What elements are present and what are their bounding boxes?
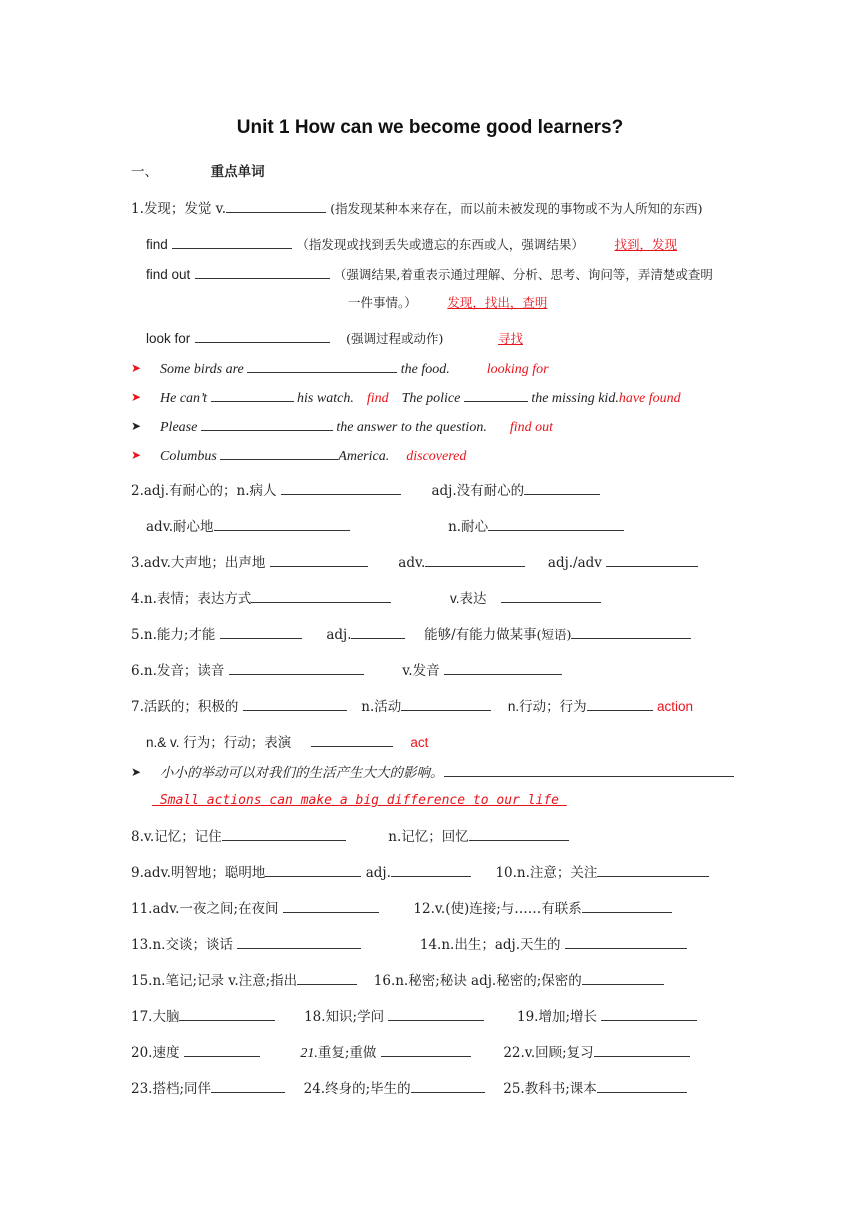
vocab-item-6 [131, 661, 562, 680]
answer-blank[interactable] [425, 553, 525, 567]
vocab-item-7 [131, 697, 693, 716]
sentence-text: Please [160, 420, 198, 435]
item-prompt: 能够/有能力做某事 [424, 627, 537, 643]
vocab-item-3 [131, 553, 698, 572]
answer-blank[interactable] [297, 971, 357, 985]
vocab-find [146, 235, 677, 254]
item-prompt: n.记忆；回忆 [388, 829, 469, 845]
answer-text: find [366, 391, 389, 406]
answer-blank[interactable] [201, 417, 333, 431]
answer-blank[interactable] [247, 359, 397, 373]
answer-blank[interactable] [381, 1043, 471, 1057]
item-note: （指发现或找到丢失或遗忘的东西或人，强调结果） [296, 237, 584, 252]
item-prompt: n.耐心 [448, 519, 489, 535]
answer-blank[interactable] [351, 625, 405, 639]
item-prompt: n.行动；行为 [507, 699, 587, 714]
answer-text: discovered [406, 449, 467, 464]
item-prompt: 23.搭档;同伴 [131, 1081, 212, 1097]
sentence-text: the food. [400, 362, 450, 377]
answer-blank[interactable] [281, 481, 401, 495]
example-sentence-3 [160, 417, 553, 437]
example-sentence-4 [160, 446, 466, 466]
vocab-item-15-16 [131, 971, 664, 990]
sentence-text: the answer to the question. [336, 420, 487, 435]
answer-blank[interactable] [444, 661, 562, 675]
vocab-item-20-22 [131, 1043, 690, 1063]
section-number: 一、 [131, 164, 158, 180]
answer-blank[interactable] [411, 1079, 485, 1093]
item-prompt: 25.教科书;课本 [503, 1081, 597, 1097]
item-prompt: 10.n.注意；关注 [495, 865, 598, 881]
example-sentence-1 [160, 359, 549, 379]
answer-blank[interactable] [469, 827, 569, 841]
answer-blank[interactable] [311, 733, 393, 747]
item-prompt: 8.v.记忆；记住 [131, 829, 222, 845]
sentence-text: Some birds are [160, 362, 244, 377]
answer-blank[interactable] [601, 1007, 697, 1021]
answer-blank[interactable] [587, 697, 653, 711]
answer-blank[interactable] [606, 553, 698, 567]
item-prompt: 24.终身的;毕生的 [303, 1081, 411, 1097]
item-prompt: 重复;重做 [317, 1045, 377, 1061]
answer-blank[interactable] [582, 899, 672, 913]
item-prompt: adv. [398, 555, 426, 571]
answer-text: 找到，发现 [614, 237, 677, 252]
arrow-bullet-icon: ➤ [131, 448, 142, 462]
item-prompt: 9.adv.明智地；聪明地 [131, 865, 266, 881]
answer-blank[interactable] [501, 589, 601, 603]
vocab-item-23-25 [131, 1079, 687, 1098]
item-prompt: 19.增加;增长 [517, 1009, 598, 1025]
item-prompt: adj. [365, 865, 391, 881]
translation-answer: Small actions can make a big difference to our life [152, 793, 567, 808]
answer-blank[interactable] [597, 863, 709, 877]
page-title: Unit 1 How can we become good learners? [236, 117, 624, 138]
answer-blank[interactable] [464, 388, 528, 402]
section-heading [131, 163, 265, 181]
item-prompt: adj./adv [547, 555, 602, 571]
answer-blank[interactable] [388, 1007, 484, 1021]
answer-blank[interactable] [488, 517, 624, 531]
vocab-item-2b [146, 517, 624, 536]
item-prompt: 16.n.秘密;秘诀 adj.秘密的;保密的 [373, 973, 582, 989]
item-prompt: 2.adj.有耐心的；n.病人 [131, 483, 277, 499]
item-prompt: 6.n.发音；读音 [131, 663, 225, 679]
answer-blank[interactable] [179, 1007, 275, 1021]
vocab-find-out [146, 265, 713, 284]
sentence-text: the missing kid. [531, 391, 619, 406]
answer-blank[interactable] [220, 446, 338, 460]
item-prompt: 20.速度 [131, 1045, 180, 1061]
answer-text: 发现，找出，查明 [447, 295, 548, 310]
answer-text: find out [509, 420, 553, 435]
answer-blank[interactable] [243, 697, 347, 711]
item-prompt: 15.n.笔记;记录 v.注意;指出 [131, 973, 298, 989]
item-prompt: adj.没有耐心的 [431, 483, 525, 499]
item-prompt: 11.adv.一夜之间;在夜间 [131, 901, 279, 917]
vocab-item-7b [146, 733, 428, 752]
item-note: (指发现某种本来存在，而以前未被发现的事物或不为人所知的东西) [330, 201, 703, 216]
item-prompt: find [146, 237, 168, 252]
answer-blank[interactable] [524, 481, 600, 495]
arrow-bullet-icon: ➤ [131, 390, 142, 404]
sentence-text: He can’t [160, 391, 208, 406]
answer-blank[interactable] [211, 1079, 285, 1093]
answer-blank[interactable] [195, 329, 330, 343]
answer-blank[interactable] [220, 625, 302, 639]
answer-text: have found [618, 391, 681, 406]
item-prompt: n.& v. 行为；行动；表演 [146, 735, 292, 750]
answer-blank[interactable] [265, 863, 361, 877]
item-note: 一件事情。） [348, 295, 417, 310]
item-prompt: adj. [326, 627, 352, 643]
item-prompt: 14.n.出生；adj.天生的 [419, 937, 561, 953]
vocab-item-9-10 [131, 863, 709, 882]
answer-blank[interactable] [594, 1043, 690, 1057]
answer-blank[interactable] [444, 763, 734, 777]
answer-text: act [410, 735, 429, 750]
item-prompt: 17.大脑 [131, 1009, 180, 1025]
item-prompt: 7.活跃的；积极的 [131, 699, 239, 715]
answer-blank[interactable] [565, 935, 687, 949]
item-prompt: 18.知识;学问 [304, 1009, 385, 1025]
item-note: (强调过程或动作) [346, 331, 444, 346]
answer-text: looking for [486, 362, 549, 377]
sentence-text: Columbus [160, 449, 217, 464]
vocab-item-17-19 [131, 1007, 697, 1026]
item-prompt: 1.发现；发觉 v. [131, 201, 226, 217]
arrow-bullet-icon: ➤ [131, 765, 142, 779]
vocab-item-13-14 [131, 935, 687, 954]
item-prompt: 22.v.回顾;复习 [503, 1045, 594, 1061]
answer-blank[interactable] [582, 971, 664, 985]
vocab-look-for [146, 329, 533, 348]
item-prompt: v.表达 [449, 591, 487, 606]
answer-blank[interactable] [270, 553, 368, 567]
example-sentence-2 [160, 388, 681, 408]
vocab-item-8 [131, 827, 569, 846]
item-note: (短语) [536, 627, 572, 642]
answer-blank[interactable] [571, 625, 691, 639]
sentence-text: The police [401, 391, 461, 406]
answer-blank[interactable] [401, 697, 491, 711]
vocab-item-2 [131, 481, 600, 500]
vocab-item-4 [131, 589, 601, 608]
answer-blank[interactable] [184, 1043, 260, 1057]
item-prompt: n.活动 [361, 699, 402, 715]
item-prompt: v.发音 [402, 663, 440, 679]
answer-blank[interactable] [391, 863, 471, 877]
answer-blank[interactable] [251, 589, 391, 603]
item-prompt: 12.v.(使)连接;与……有联系 [413, 901, 582, 917]
vocab-item-1 [131, 199, 703, 218]
item-prompt: 21. [300, 1046, 318, 1061]
item-prompt: adv.耐心地 [146, 519, 214, 535]
answer-blank[interactable] [211, 388, 294, 402]
section-label: 重点单词 [210, 164, 265, 180]
answer-text: 寻找 [498, 331, 524, 346]
answer-blank[interactable] [172, 235, 292, 249]
answer-text: action [656, 699, 693, 714]
sentence-text: his watch. [297, 391, 354, 406]
answer-blank[interactable] [597, 1079, 687, 1093]
arrow-bullet-icon: ➤ [131, 419, 142, 433]
item-prompt: 5.n.能力;才能 [131, 627, 216, 643]
item-prompt: 3.adv.大声地；出声地 [131, 555, 266, 571]
item-prompt: find out [146, 267, 191, 282]
item-prompt: 4.n.表情；表达方式 [131, 591, 252, 607]
answer-blank[interactable] [283, 899, 379, 913]
item-note: （强调结果,着重表示通过理解、分析、思考、询问等，弄清楚或查明 [333, 267, 713, 282]
answer-blank[interactable] [237, 935, 361, 949]
answer-blank[interactable] [229, 661, 364, 675]
vocab-item-5 [131, 625, 691, 644]
translation-sentence [160, 763, 734, 782]
item-prompt: 13.n.交谈；谈话 [131, 937, 233, 953]
sentence-text: 小小的举动可以对我们的生活产生大大的影响。 [160, 765, 444, 781]
vocab-find-out-cont [348, 294, 547, 312]
answer-blank[interactable] [222, 827, 346, 841]
vocab-item-11-12 [131, 899, 672, 918]
answer-blank[interactable] [226, 199, 326, 213]
answer-blank[interactable] [214, 517, 350, 531]
answer-blank[interactable] [195, 265, 330, 279]
item-prompt: look for [146, 331, 191, 346]
sentence-text: America. [338, 449, 390, 464]
arrow-bullet-icon: ➤ [131, 361, 142, 375]
